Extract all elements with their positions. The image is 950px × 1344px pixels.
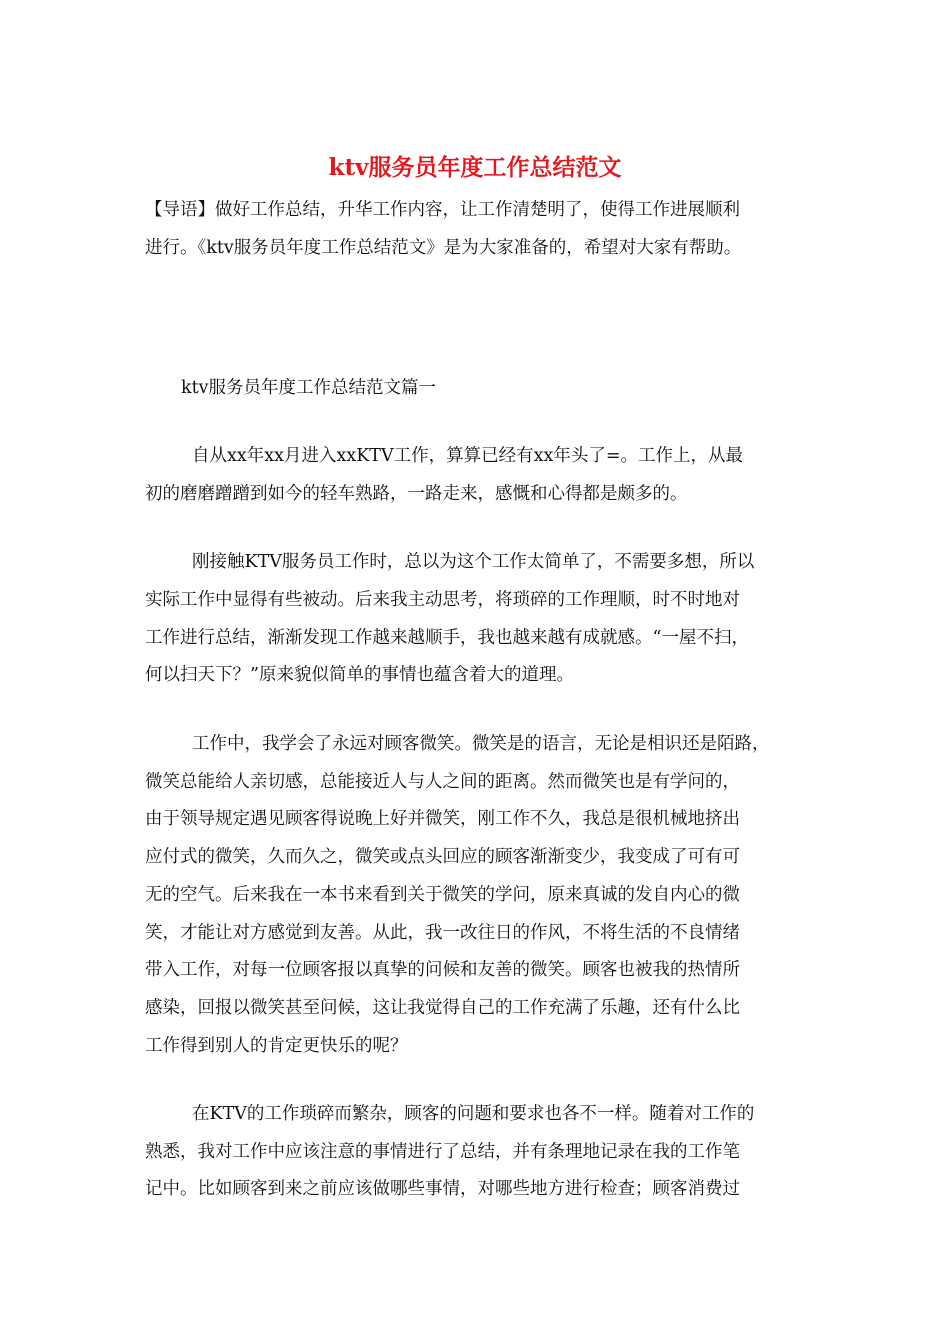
paragraph-3-line-5: 无的空气。后来我在一本书来看到关于微笑的学问，原来真诚的发自内心的微: [145, 885, 740, 905]
document-title: ktv服务员年度工作总结范文: [328, 154, 622, 181]
paragraph-2-line-4: 何以扫天下？”原来貌似简单的事情也蕴含着大的道理。: [145, 665, 574, 685]
paragraph-3-line-2: 微笑总能给人亲切感，总能接近人与人之间的距离。然而微笑也是有学问的，: [145, 772, 740, 792]
section-heading: ktv服务员年度工作总结范文篇一: [181, 378, 437, 398]
intro-line-1: 【导语】做好工作总结，升华工作内容，让工作清楚明了，使得工作进展顺利: [145, 200, 740, 220]
paragraph-3-line-8: 感染，回报以微笑甚至问候，这让我觉得自己的工作充满了乐趣，还有什么比: [145, 998, 740, 1018]
paragraph-4-line-1: 在KTV的工作琐碎而繁杂，顾客的问题和要求也各不一样。随着对工作的: [192, 1104, 755, 1124]
paragraph-1-line-1: 自从xx年xx月进入xxKTV工作，算算已经有xx年头了=。工作上，从最: [192, 446, 744, 466]
paragraph-1-line-2: 初的磨磨蹭蹭到如今的轻车熟路，一路走来，感慨和心得都是颇多的。: [145, 484, 688, 504]
paragraph-4-line-2: 熟悉，我对工作中应该注意的事情进行了总结，并有条理地记录在我的工作笔: [145, 1142, 740, 1162]
paragraph-2-line-2: 实际工作中显得有些被动。后来我主动思考，将琐碎的工作理顺，时不时地对: [145, 590, 740, 610]
intro-line-2: 进行。《ktv服务员年度工作总结范文》是为大家准备的，希望对大家有帮助。: [145, 238, 742, 258]
paragraph-2-line-1: 刚接触KTV服务员工作时，总以为这个工作太简单了，不需要多想，所以: [192, 552, 755, 572]
paragraph-3-line-9: 工作得到别人的肯定更快乐的呢？: [145, 1036, 408, 1056]
paragraph-3-line-6: 笑，才能让对方感觉到友善。从此，我一改往日的作风，不将生活的不良情绪: [145, 923, 740, 943]
paragraph-4-line-3: 记中。比如顾客到来之前应该做哪些事情，对哪些地方进行检查；顾客消费过: [145, 1179, 740, 1199]
paragraph-2-line-3: 工作进行总结，渐渐发现工作越来越顺手，我也越来越有成就感。“一屋不扫，: [145, 628, 749, 648]
paragraph-3-line-7: 带入工作，对每一位顾客报以真挚的问候和友善的微笑。顾客也被我的热情所: [145, 960, 740, 980]
paragraph-3-line-4: 应付式的微笑，久而久之，微笑或点头回应的顾客渐渐变少，我变成了可有可: [145, 847, 740, 867]
paragraph-3-line-3: 由于领导规定遇见顾客得说晚上好并微笑，刚工作不久，我总是很机械地挤出: [145, 809, 740, 829]
paragraph-3-line-1: 工作中，我学会了永远对顾客微笑。微笑是的语言，无论是相识还是陌路，: [192, 734, 770, 754]
